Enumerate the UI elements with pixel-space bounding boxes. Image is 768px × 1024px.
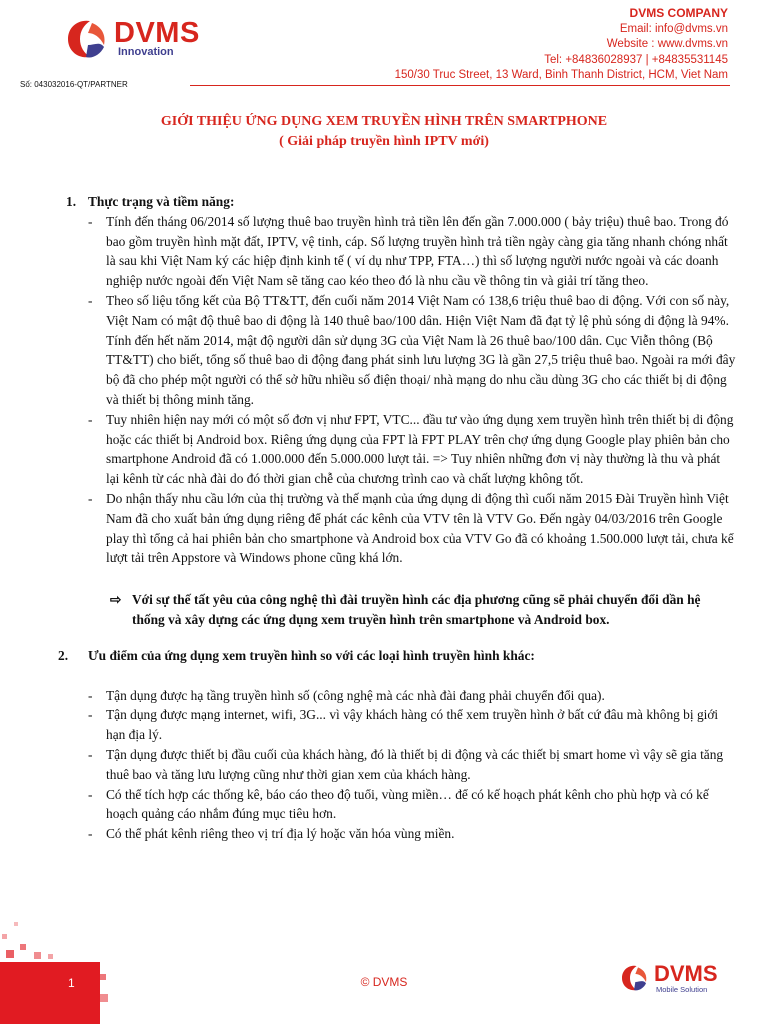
section-1-number: 1.: [66, 194, 77, 209]
reference-number: Số: 043032016-QT/PARTNER: [20, 80, 128, 89]
section-2-title: Ưu điểm của ứng dụng xem truyền hình so với các loại hình truyền hình khác:: [88, 647, 535, 663]
section-2-number: 2.: [58, 647, 69, 663]
footer-decoration: [0, 914, 110, 1024]
company-email: Email: info@dvms.vn: [619, 22, 728, 35]
list-item: - Tính đến tháng 06/2014 số lượng thuê bao truyền hình trả tiền lên đến gần 7.000.000 ( bảy triệu) thuê bao. Trong đó bao gồm truyền hình mặt đất, IPTV, vệ tinh, cáp. Số lượng truyền hình trả tiền ngày càng gia tăng nhanh chóng nhất là sau khi Việt Nam ký các hiệp định kinh tế ( ví dụ như TPP, FTA…) thì số lượng người nước ngoài và các doanh nghiệp nước ngoài đến Việt Nam sẽ tăng cao kéo theo đó là nhu cầu về thông tin và giải trí tăng theo.: [66, 212, 736, 291]
section-2-list: [66, 686, 736, 844]
list-item: - Tận dụng được hạ tầng truyền hình số (công nghệ mà các nhà đài đang phải chuyển đổi qua).: [66, 686, 736, 706]
list-item: - Tuy nhiên hiện nay mới có một số đơn vị như FPT, VTC... đầu tư vào ứng dụng xem truyền hình trên thiết bị di động hoặc các thiết bị Android box. Riêng ứng dụng của FPT là FPT PLAY trên chợ ứng dụng Google play phiên bản cho smartphone Android đã có 1.000.000 đến 5.000.000 lượt tải. => Tuy nhiên những đơn vị này thường là thu và phát lại kênh từ các nhà đài do đó thời gian chễ của chương trình cao và chất lượng không tốt.: [66, 410, 736, 489]
footer-brand-tagline: Mobile Solution: [656, 985, 708, 994]
list-item: - Tận dụng được mạng internet, wifi, 3G... vì vậy khách hàng có thể xem truyền hình ở bất cứ đâu mà không bị giới hạn địa lý.: [66, 705, 736, 745]
arrow-right-icon: ⇨: [110, 592, 122, 608]
document-body: [58, 192, 736, 844]
document-subtitle: ( Giải pháp truyền hình IPTV mới): [279, 134, 489, 149]
footer-copyright: © DVMS: [360, 975, 408, 989]
company-info: [395, 6, 728, 84]
dvms-logo: [62, 15, 222, 65]
list-item: - Do nhận thấy nhu cầu lớn của thị trường và thế mạnh của ứng dụng di động thì cuối năm 2015 Đài Truyền hình Việt Nam đã cho xuất bản ứng dụng riêng để phát các kênh của VTV tên là VTV Go. Đến ngày 04/03/2016 trên Google play thì tổng cả hai phiên bản cho smartphone và Android box của VTV Go đã có khoảng 1.500.000 lượt tải, chưa kể lượt tải trên Appstore và Windows phone cũng khá lớn.: [66, 489, 736, 568]
list-item: - Theo số liệu tổng kết của Bộ TT&TT, đến cuối năm 2014 Việt Nam có 138,6 triệu thuê bao di động. Với con số này, Việt Nam có mật độ thuê bao di động là 140 thuê bao/100 dân. Hiện Việt Nam đã đạt tỷ lệ phủ sóng di động là 94%. Tính đến hết năm 2014, mật độ người dân sử dụng 3G của Việt Nam là 26 thuê bao/100 dân. Cục Viễn thông (Bộ TT&TT) cho biết, tổng số thuê bao di động đang phát sinh lưu lượng 3G là gần 27,5 triệu thuê bao. Ngoài ra mới đây bộ đã cho phép một người có thể sở hữu nhiều số điện thoại/ nhà mạng do nhu cầu dùng 3G cho các thiết bị di động và thiết bị thông minh tăng.: [66, 291, 736, 410]
logo-brand-name: DVMS: [114, 17, 200, 49]
list-item: - Có thể phát kênh riêng theo vị trí địa lý hoặc văn hóa vùng miền.: [66, 824, 736, 844]
logo-tagline: Innovation: [118, 46, 174, 58]
footer-brand-name: DVMS: [654, 961, 718, 986]
list-item: - Có thể tích hợp các thống kê, báo cáo theo độ tuổi, vùng miền… để có kế hoạch phát kênh cho phù hợp và có kế hoạch quảng cáo nhắm đúng mục tiêu hơn.: [66, 785, 736, 825]
company-website: Website : www.dvms.vn: [606, 38, 728, 50]
page-number: 1: [68, 976, 75, 990]
header-divider: [190, 85, 730, 86]
company-tel: Tel: +84836028937 | +84835531145: [544, 53, 728, 66]
dvms-logo-mark-icon: [618, 962, 650, 994]
section-1-heading: [66, 192, 736, 212]
section-1-conclusion: [66, 590, 736, 630]
section-1-list: [66, 212, 736, 568]
section-1-title: Thực trạng và tiềm năng:: [88, 194, 235, 209]
footer-logo: [618, 962, 738, 1002]
conclusion-text: Với sự thế tất yêu của công nghệ thì đài truyền hình các địa phương cũng sẽ phải chuyển đổi dần hệ thống và xây dựng các ứng dụng xem truyền hình trên smartphone và Android box.: [132, 592, 701, 627]
document-title: GIỚI THIỆU ỨNG DỤNG XEM TRUYỀN HÌNH TRÊN SMARTPHONE: [160, 114, 608, 129]
section-2-heading: [58, 646, 736, 666]
dvms-logo-mark-icon: [62, 15, 110, 63]
company-name: DVMS COMPANY: [629, 6, 728, 20]
company-address: 150/30 Truc Street, 13 Ward, Binh Thanh District, HCM, Viet Nam: [394, 69, 728, 81]
list-item: - Tận dụng được thiết bị đầu cuối của khách hàng, đó là thiết bị di động và các thiết bị smart home vì vậy sẽ gia tăng thuê bao và tăng lưu lượng cũng như thời gian xem của khách hàng.: [66, 745, 736, 785]
